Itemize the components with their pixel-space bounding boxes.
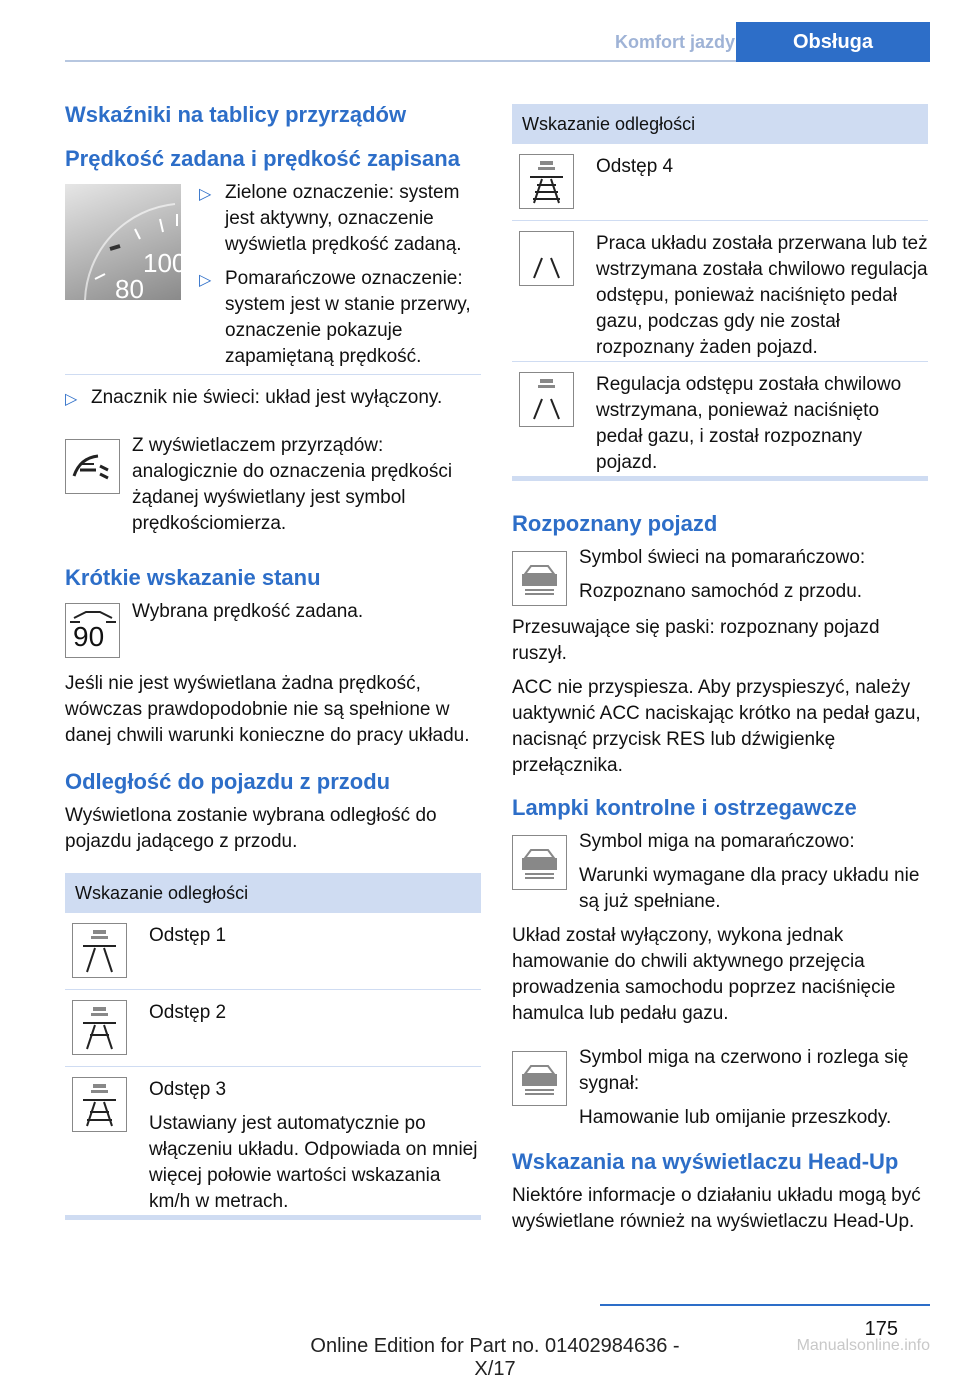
row-label: Odstęp 1 <box>149 925 227 946</box>
bullet-text: Zielone oznaczenie: system jest aktywny, oznaczenie wyświetla prędkość zadaną. <box>225 182 462 255</box>
section-short-status: Krótkie wskazanie stanu <box>65 565 321 590</box>
moving-bars-paragraph: Przesuwające się paski: rozpoznany pojazd ruszył. <box>512 617 880 664</box>
triangle-bullet-icon: ▷ <box>65 391 78 408</box>
section-head-up: Wskazania na wyświetlaczu Head-Up <box>512 1149 899 1174</box>
distance-3-icon <box>72 1077 127 1132</box>
speed-90-icon <box>65 603 120 658</box>
row-extra: Ustawiany jest automatycznie po włączeniu układu. Odpowiada on mniej więcej połowie wartości wskazania km/h w metrach. <box>149 1113 478 1212</box>
warning-line-1: Symbol miga na pomarańczowo: <box>579 831 855 852</box>
section-distance: Odległość do pojazdu z przodu <box>65 769 391 794</box>
table-row <box>65 1067 481 1216</box>
acc-interrupted-icon <box>519 231 574 286</box>
distance-2-icon <box>72 1000 127 1055</box>
tab-komfort-jazdy[interactable]: Komfort jazdy <box>614 32 735 52</box>
bullet-text: Znacznik nie świeci: układ jest wyłączony. <box>91 387 443 408</box>
short-status-text: Wybrana prędkość zadana. <box>132 601 364 622</box>
table-row <box>512 362 928 477</box>
watermark: Manualsonline.info <box>796 1337 930 1354</box>
speedometer-paragraph: Z wyświetlaczem przyrządów: analogicznie do oznaczenia prędkości żądanej wyświetlany jest symbol prędkościomierza. <box>132 435 453 534</box>
triangle-bullet-icon: ▷ <box>199 272 212 289</box>
table-end <box>65 1216 481 1220</box>
left-column <box>65 100 481 1220</box>
speedo-label-100: 100 <box>143 248 187 278</box>
speedometer-image <box>65 184 187 304</box>
page-number: 175 <box>864 1318 898 1340</box>
tab-obsluga[interactable]: Obsługa <box>736 22 930 62</box>
table-header: Wskazanie odległości <box>65 873 481 913</box>
red-warning-line-2: Hamowanie lub omijanie przeszkody. <box>579 1107 892 1128</box>
speed-90-value: 90 <box>73 621 105 652</box>
section-warning-lamps: Lampki kontrolne i ostrzegawcze <box>512 795 857 820</box>
detected-line-1: Symbol świeci na pomarańczowo: <box>579 547 866 568</box>
section-set-speed: Prędkość zadana i prędkość zapisana <box>65 146 460 171</box>
detected-line-2: Rozpoznano samochód z przodu. <box>579 581 863 602</box>
red-warning-line-1: Symbol miga na czerwono i rozlega się sygnał: <box>579 1047 909 1094</box>
table-end <box>512 477 928 481</box>
speedometer-symbol-icon <box>65 439 120 494</box>
warning-line-2: Warunki wymagane dla pracy układu nie są już spełniane. <box>579 865 920 912</box>
acc-paragraph: ACC nie przyspiesza. Aby przyspieszyć, należy uaktywnić ACC naciskając krótko na pedał gazu, nacisnąć przycisk RES lub dźwigienkę przełącznika. <box>512 677 921 776</box>
bullet-text: Pomarańczowe oznaczenie: system jest w stanie przerwy, oznaczenie pokazuje zapamiętaną prędkość. <box>225 268 471 367</box>
right-column <box>512 104 928 1243</box>
head-up-text: Niektóre informacje o działaniu układu mogą być wyświetlane również na wyświetlaczu Head-Up. <box>512 1185 921 1232</box>
distance-table-right <box>512 104 928 481</box>
table-row <box>512 144 928 221</box>
edition-text: Online Edition for Part no. 01402984636 - X/17 <box>310 1335 680 1380</box>
row-label: Odstęp 4 <box>596 156 674 177</box>
speedo-label-80: 80 <box>115 274 144 304</box>
row-label: Praca układu została przerwana lub też wstrzymana została chwilowo regulacja odstępu, ponieważ naciśnięto pedał gazu, podczas gdy nie został rozpoznany żaden pojazd. <box>596 233 928 358</box>
no-speed-paragraph: Jeśli nie jest wyświetlana żadna prędkość, wówczas prawdopodobnie nie są spełnione w danej chwili warunki konieczne do pracy układu. <box>65 673 470 746</box>
row-label: Odstęp 2 <box>149 1002 227 1023</box>
row-label: Odstęp 3 <box>149 1079 227 1100</box>
table-header: Wskazanie odległości <box>512 104 928 144</box>
car-red-warning-icon <box>512 1051 567 1106</box>
distance-table-left <box>65 873 481 1220</box>
system-off-paragraph: Układ został wyłączony, wykona jednak hamowanie do chwili aktywnego przejęcia prowadzenia samochodu poprzez naciśnięcie hamulca lub pedału gazu. <box>512 925 896 1024</box>
distance-4-icon <box>519 154 574 209</box>
table-row <box>65 990 481 1067</box>
distance-1-icon <box>72 923 127 978</box>
car-icon <box>512 551 567 606</box>
section-detected-vehicle: Rozpoznany pojazd <box>512 511 718 536</box>
car-warning-icon <box>512 835 567 890</box>
footer-line <box>600 1304 930 1306</box>
row-cell <box>149 1067 481 1215</box>
triangle-bullet-icon: ▷ <box>199 186 212 203</box>
page-title: Wskaźniki na tablicy przyrządów <box>65 102 407 127</box>
table-row <box>512 221 928 362</box>
table-row <box>65 913 481 990</box>
distance-intro: Wyświetlona zostanie wybrana odległość do pojazdu jadącego z przodu. <box>65 805 437 852</box>
row-label: Regulacja odstępu została chwilowo wstrzymana, ponieważ naciśnięto pedał gazu, i został rozpoznany pojazd. <box>596 374 902 473</box>
acc-paused-vehicle-icon <box>519 372 574 427</box>
